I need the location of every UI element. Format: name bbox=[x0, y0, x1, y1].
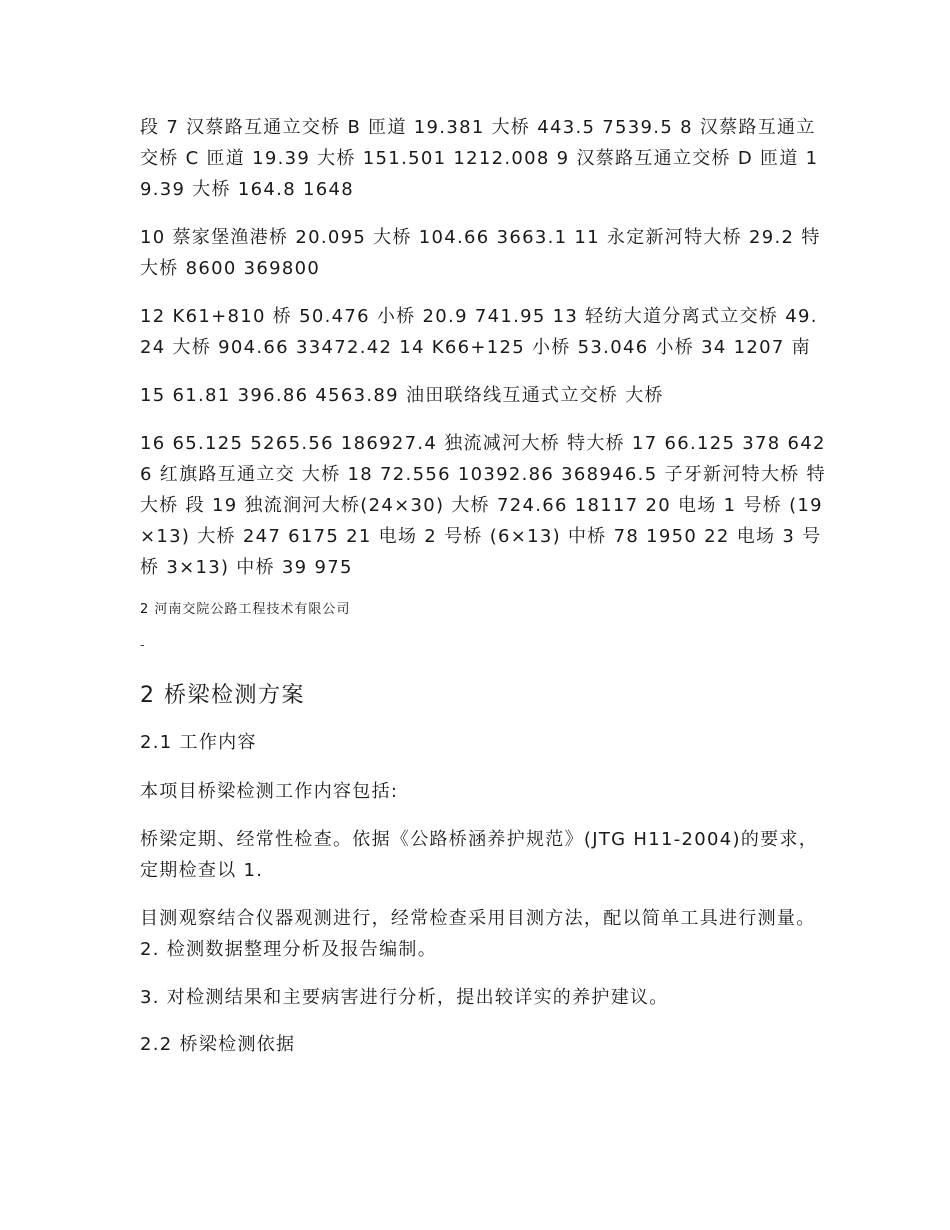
separator-mark: - bbox=[140, 638, 145, 653]
bridge-list-paragraph: 16 65.125 5265.56 186927.4 独流减河大桥 特大桥 17 66.125 378 6426 红旗路互通立交 大桥 18 72.556 10392.86 368946.5 子牙新河特大桥 特大桥 段 19 独流涧河大桥(24×30) 大桥 724.66 18117 20 电场 1 号桥 (19×13) 大桥 247 6175 21 电场 2 号桥 (6×13) 中桥 78 1950 22 电场 3 号桥 3×13) 中桥 39 975 bbox=[140, 433, 826, 578]
document-page bbox=[140, 112, 830, 1078]
bridge-list-paragraph: 10 蔡家堡渔港桥 20.095 大桥 104.66 3663.1 11 永定新河特大桥 29.2 特大桥 8600 369800 bbox=[140, 227, 821, 279]
subsection-heading-basis: 2.2 桥梁检测依据 bbox=[140, 1034, 296, 1055]
body-paragraph: 3. 对检测结果和主要病害进行分析，提出较详实的养护建议。 bbox=[140, 987, 669, 1008]
bridge-list-paragraph: 12 K61+810 桥 50.476 小桥 20.9 741.95 13 轻纺大道分离式立交桥 49.24 大桥 904.66 33472.42 14 K66+125 小桥 53.046 小桥 34 1207 南 bbox=[140, 306, 818, 358]
bridge-list-paragraph: 15 61.81 396.86 4563.89 油田联络线互通式立交桥 大桥 bbox=[140, 385, 664, 406]
subsection-heading-work-content: 2.1 工作内容 bbox=[140, 732, 257, 753]
bridge-list-paragraph: 段 7 汉蔡路互通立交桥 B 匝道 19.381 大桥 443.5 7539.5 8 汉蔡路互通立交桥 C 匝道 19.39 大桥 151.501 1212.008 9 汉蔡路互通立交桥 D 匝道 19.39 大桥 164.8 1648 bbox=[140, 117, 819, 200]
body-paragraph: 桥梁定期、经常性检查。依据《公路桥涵养护规范》(JTG H11-2004)的要求，定期检查以 1. bbox=[140, 829, 819, 881]
page-footer-note: 2 河南交院公路工程技术有限公司 bbox=[140, 602, 351, 617]
section-heading: 2 桥梁检测方案 bbox=[140, 683, 305, 708]
body-paragraph: 目测观察结合仪器观测进行，经常检查采用目测方法，配以简单工具进行测量。 2. 检测数据整理分析及报告编制。 bbox=[140, 908, 816, 960]
body-paragraph: 本项目桥梁检测工作内容包括: bbox=[140, 781, 399, 802]
